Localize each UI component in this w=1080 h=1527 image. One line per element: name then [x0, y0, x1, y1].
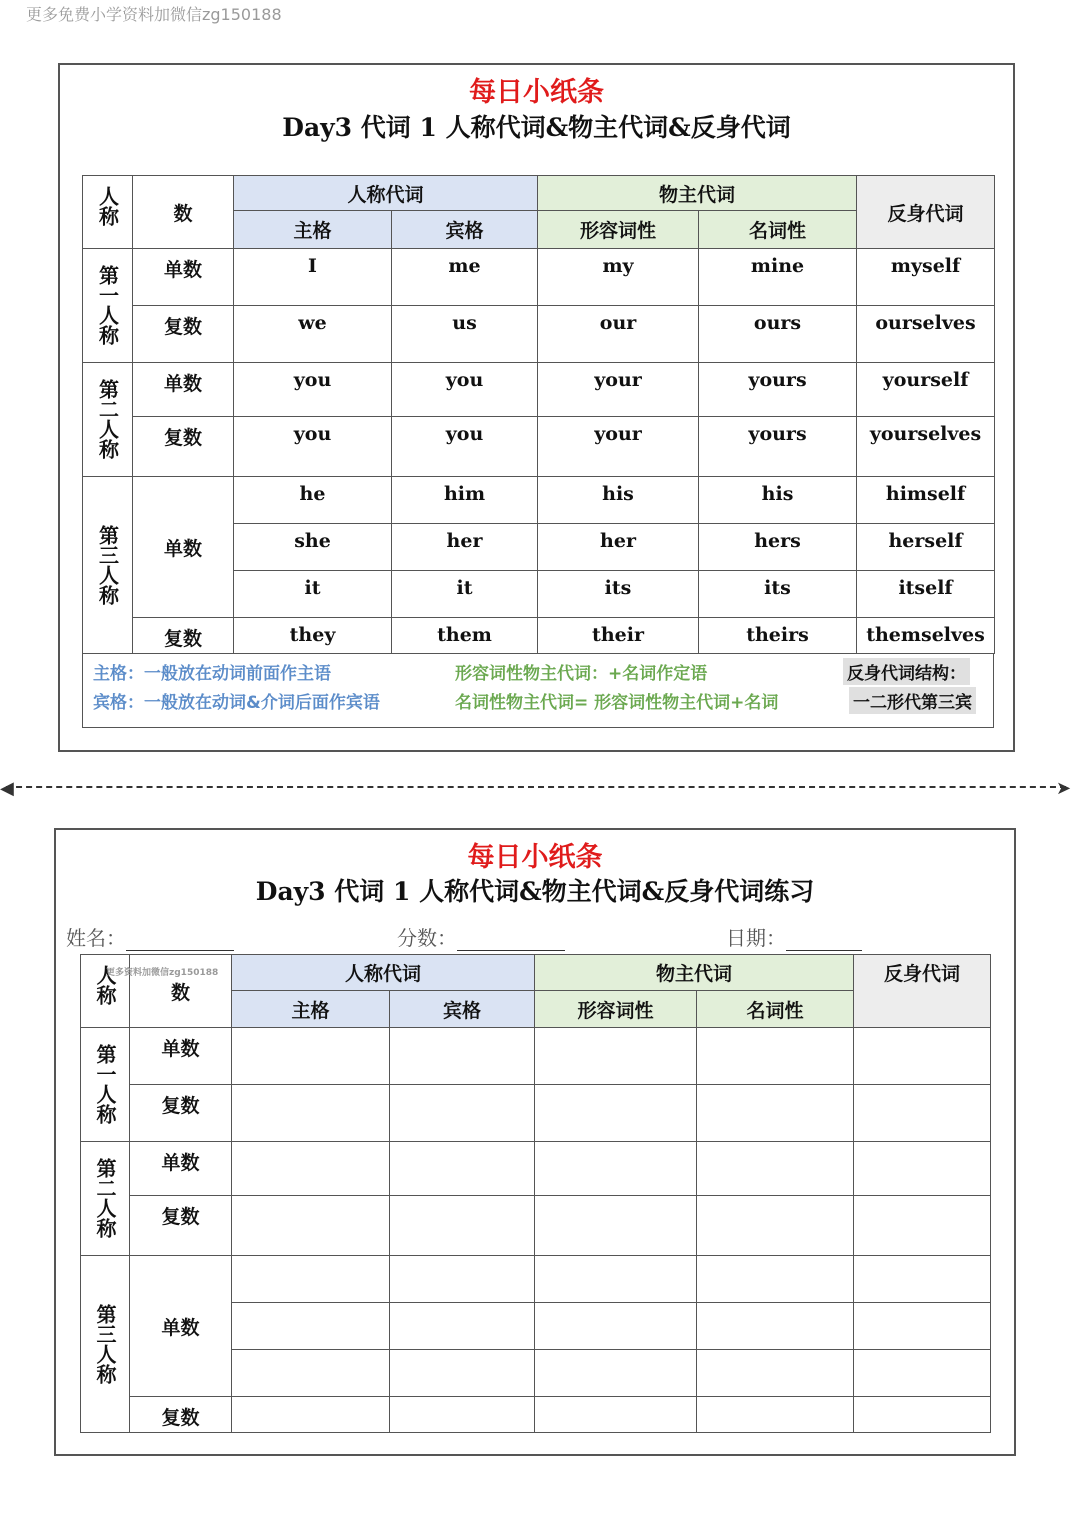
- answer-cell[interactable]: [390, 1085, 535, 1142]
- notes-area: [82, 653, 994, 728]
- header-reflexive-pronoun: 反身代词: [857, 176, 995, 249]
- header-possessive-pronoun: 物主代词: [538, 176, 857, 211]
- number-singular: 单数: [130, 1142, 232, 1196]
- number-plural: 复数: [130, 1397, 232, 1433]
- table-row: [83, 363, 995, 417]
- cell-noun-possessive: its: [699, 571, 857, 618]
- answer-cell[interactable]: [232, 1085, 390, 1142]
- card-subtitle: Day3 代词 1 人称代词&物主代词&反身代词练习: [255, 877, 815, 906]
- answer-cell[interactable]: [232, 1142, 390, 1196]
- answer-cell[interactable]: [390, 1142, 535, 1196]
- noun-possessive-note: 名词性物主代词= 形容词性物主代词+名词: [455, 693, 779, 713]
- arrow-left-icon: ◀: [0, 778, 14, 799]
- answer-cell[interactable]: [697, 1196, 854, 1256]
- answer-cell[interactable]: [854, 1028, 991, 1085]
- pronoun-reference-card: [58, 63, 1015, 752]
- cell-reflexive: themselves: [857, 618, 995, 654]
- answer-cell[interactable]: [697, 1256, 854, 1303]
- number-plural: 复数: [133, 417, 234, 477]
- table-row: [83, 249, 995, 306]
- header-subject-case: 主格: [234, 211, 392, 249]
- header-person: 人称: [81, 955, 130, 1028]
- cell-subject: we: [234, 306, 392, 363]
- score-field[interactable]: [397, 922, 565, 951]
- header-number: 数: [133, 176, 234, 249]
- reflexive-structure-title: 反身代词结构：: [843, 658, 970, 685]
- answer-cell[interactable]: [535, 1196, 697, 1256]
- header-possessive-pronoun: 物主代词: [535, 955, 854, 991]
- cell-adj-possessive: its: [538, 571, 699, 618]
- number-singular: 单数: [133, 249, 234, 306]
- cell-reflexive: herself: [857, 524, 995, 571]
- answer-cell[interactable]: [854, 1142, 991, 1196]
- answer-cell[interactable]: [390, 1397, 535, 1433]
- header-noun-possessive: 名词性: [697, 991, 854, 1028]
- cell-adj-possessive: her: [538, 524, 699, 571]
- cell-noun-possessive: theirs: [699, 618, 857, 654]
- cell-subject: he: [234, 477, 392, 524]
- cell-reflexive: himself: [857, 477, 995, 524]
- watermark-text: 更多免费小学资料加微信zg150188: [26, 5, 282, 24]
- answer-cell[interactable]: [390, 1256, 535, 1303]
- answer-cell[interactable]: [390, 1350, 535, 1397]
- answer-cell[interactable]: [535, 1303, 697, 1350]
- cell-object: you: [392, 363, 538, 417]
- cell-object: me: [392, 249, 538, 306]
- answer-cell[interactable]: [697, 1028, 854, 1085]
- answer-cell[interactable]: [535, 1256, 697, 1303]
- cell-object: him: [392, 477, 538, 524]
- date-label: 日期：: [726, 926, 786, 950]
- cell-object: her: [392, 524, 538, 571]
- answer-cell[interactable]: [854, 1196, 991, 1256]
- practice-table: [80, 954, 991, 1433]
- answer-cell[interactable]: [232, 1256, 390, 1303]
- number-plural: 复数: [133, 618, 234, 654]
- number-singular: 单数: [133, 477, 234, 618]
- table-row: [81, 1196, 991, 1256]
- answer-cell[interactable]: [854, 1397, 991, 1433]
- arrow-right-icon: ➤: [1056, 778, 1072, 799]
- small-watermark: 更多资料加微信zg150188: [106, 968, 219, 978]
- answer-cell[interactable]: [854, 1303, 991, 1350]
- number-plural: 复数: [130, 1196, 232, 1256]
- cell-adj-possessive: your: [538, 417, 699, 477]
- answer-cell[interactable]: [697, 1303, 854, 1350]
- cell-object: it: [392, 571, 538, 618]
- header-object-case: 宾格: [392, 211, 538, 249]
- cell-noun-possessive: ours: [699, 306, 857, 363]
- answer-cell[interactable]: [535, 1350, 697, 1397]
- cell-reflexive: yourselves: [857, 417, 995, 477]
- header-adjective-possessive: 形容词性: [538, 211, 699, 249]
- first-person-label: 第一人称: [81, 1028, 130, 1142]
- date-blank[interactable]: [786, 930, 862, 951]
- cell-adj-possessive: our: [538, 306, 699, 363]
- third-person-label: 第三人称: [83, 477, 133, 654]
- answer-cell[interactable]: [232, 1196, 390, 1256]
- answer-cell[interactable]: [232, 1350, 390, 1397]
- name-label: 姓名：: [66, 926, 126, 950]
- cell-adj-possessive: my: [538, 249, 699, 306]
- header-object-case: 宾格: [390, 991, 535, 1028]
- cell-adj-possessive: his: [538, 477, 699, 524]
- answer-cell[interactable]: [697, 1397, 854, 1433]
- answer-cell[interactable]: [232, 1303, 390, 1350]
- adj-possessive-note: 形容词性物主代词：+名词作定语: [455, 664, 708, 684]
- answer-cell[interactable]: [390, 1196, 535, 1256]
- cell-reflexive: itself: [857, 571, 995, 618]
- object-note: 宾格：一般放在动词&介词后面作宾语: [93, 693, 380, 713]
- header-personal-pronoun: 人称代词: [232, 955, 535, 991]
- cell-subject: you: [234, 363, 392, 417]
- number-plural: 复数: [130, 1085, 232, 1142]
- score-label: 分数：: [397, 926, 457, 950]
- pronoun-practice-card: [54, 828, 1016, 1456]
- name-blank[interactable]: [126, 930, 234, 951]
- cell-subject: it: [234, 571, 392, 618]
- cell-subject: you: [234, 417, 392, 477]
- table-row: [81, 1397, 991, 1433]
- card-subtitle: Day3 代词 1 人称代词&物主代词&反身代词: [282, 113, 791, 142]
- cell-noun-possessive: his: [699, 477, 857, 524]
- cell-adj-possessive: their: [538, 618, 699, 654]
- header-reflexive-pronoun: 反身代词: [854, 955, 991, 1028]
- name-field[interactable]: [66, 922, 234, 951]
- table-row: [83, 306, 995, 363]
- header-noun-possessive: 名词性: [699, 211, 857, 249]
- answer-cell[interactable]: [854, 1256, 991, 1303]
- cell-object: them: [392, 618, 538, 654]
- number-singular: 单数: [130, 1256, 232, 1397]
- table-row: [81, 1142, 991, 1196]
- cell-noun-possessive: hers: [699, 524, 857, 571]
- answer-cell[interactable]: [697, 1085, 854, 1142]
- cell-reflexive: myself: [857, 249, 995, 306]
- cell-subject: they: [234, 618, 392, 654]
- card-title: 每日小纸条: [467, 842, 603, 873]
- number-plural: 复数: [133, 306, 234, 363]
- first-person-label: 第一人称: [83, 249, 133, 363]
- reflexive-structure-rule: 一二形代第三宾: [849, 687, 976, 714]
- cell-object: you: [392, 417, 538, 477]
- answer-cell[interactable]: [697, 1142, 854, 1196]
- score-blank[interactable]: [457, 930, 565, 951]
- cell-reflexive: yourself: [857, 363, 995, 417]
- header-adjective-possessive: 形容词性: [535, 991, 697, 1028]
- header-person: 人称: [83, 176, 133, 249]
- cell-subject: I: [234, 249, 392, 306]
- header-subject-case: 主格: [232, 991, 390, 1028]
- answer-cell[interactable]: [232, 1028, 390, 1085]
- number-singular: 单数: [133, 363, 234, 417]
- cut-line: [6, 786, 1066, 788]
- cell-reflexive: ourselves: [857, 306, 995, 363]
- card-title: 每日小纸条: [469, 77, 604, 108]
- table-row: [83, 417, 995, 477]
- header-number: 更多资料加微信zg150188 数: [130, 955, 232, 1028]
- second-person-label: 第二人称: [83, 363, 133, 477]
- table-row: [83, 477, 995, 524]
- third-person-label: 第三人称: [81, 1256, 130, 1433]
- cell-noun-possessive: yours: [699, 417, 857, 477]
- answer-cell[interactable]: [535, 1028, 697, 1085]
- table-row: [81, 1256, 991, 1303]
- table-row: [83, 618, 995, 654]
- answer-cell[interactable]: [535, 1085, 697, 1142]
- date-field[interactable]: [726, 922, 862, 951]
- answer-cell[interactable]: [854, 1085, 991, 1142]
- answer-cell[interactable]: [535, 1397, 697, 1433]
- answer-cell[interactable]: [390, 1303, 535, 1350]
- cell-noun-possessive: yours: [699, 363, 857, 417]
- answer-cell[interactable]: [854, 1350, 991, 1397]
- cell-adj-possessive: your: [538, 363, 699, 417]
- answer-cell[interactable]: [232, 1397, 390, 1433]
- cell-noun-possessive: mine: [699, 249, 857, 306]
- subject-note: 主格：一般放在动词前面作主语: [93, 664, 331, 684]
- answer-cell[interactable]: [390, 1028, 535, 1085]
- cell-subject: she: [234, 524, 392, 571]
- answer-cell[interactable]: [697, 1350, 854, 1397]
- header-personal-pronoun: 人称代词: [234, 176, 538, 211]
- answer-cell[interactable]: [535, 1142, 697, 1196]
- cell-object: us: [392, 306, 538, 363]
- pronoun-table: [82, 175, 995, 654]
- number-singular: 单数: [130, 1028, 232, 1085]
- table-row: [81, 1028, 991, 1085]
- table-row: [81, 1085, 991, 1142]
- second-person-label: 第二人称: [81, 1142, 130, 1256]
